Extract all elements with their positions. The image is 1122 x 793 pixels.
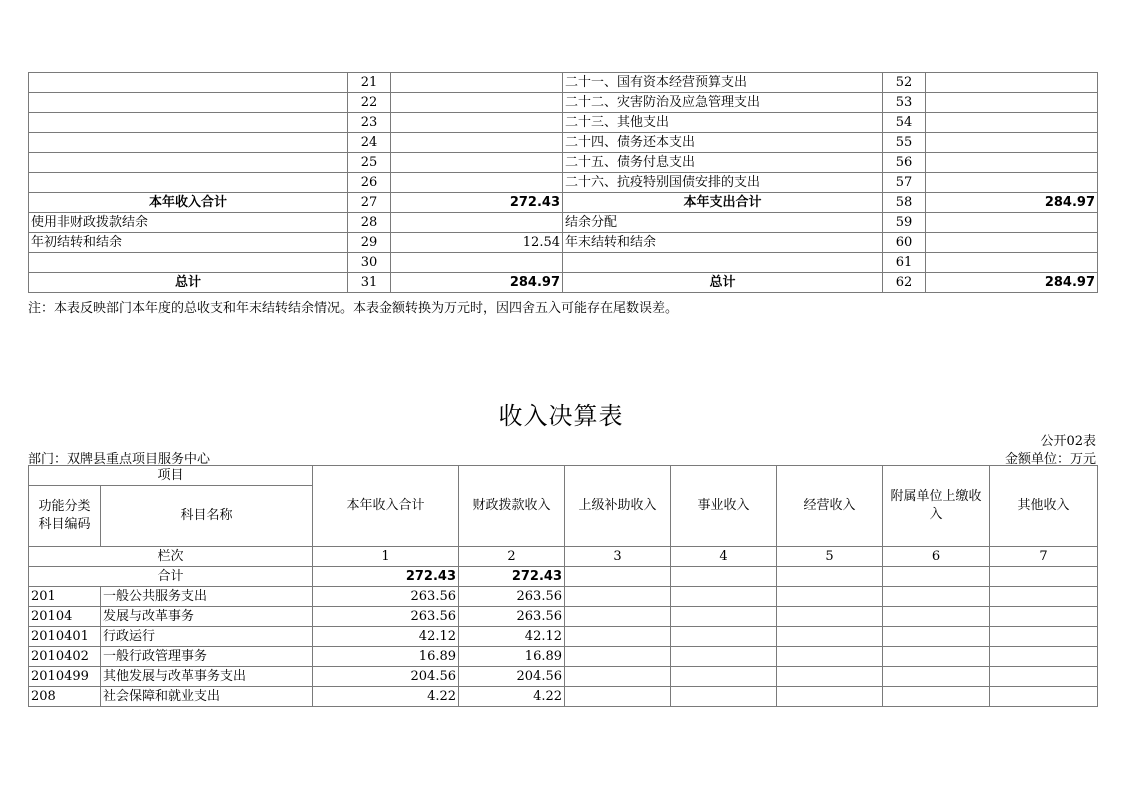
- expense-item-value: [926, 133, 1098, 153]
- amount-cell: [671, 687, 777, 707]
- total-value: [565, 567, 671, 587]
- col-num: 4: [671, 547, 777, 567]
- amount-cell: 263.56: [313, 587, 459, 607]
- income-table: [28, 465, 1098, 707]
- income-item-name: [29, 113, 348, 133]
- amount-cell: [671, 627, 777, 647]
- header-col-7: 其他收入: [990, 466, 1098, 547]
- col-num: 2: [459, 547, 565, 567]
- expense-item-value: [926, 173, 1098, 193]
- table-row: [29, 687, 1098, 707]
- summary-row: [29, 193, 1098, 213]
- amount-cell: [990, 647, 1098, 667]
- table-row: [29, 607, 1098, 627]
- total-value: [777, 567, 883, 587]
- subject-code: 2010401: [29, 627, 101, 647]
- income-item-number: 24: [348, 133, 391, 153]
- table-row: [29, 647, 1098, 667]
- amount-cell: [777, 627, 883, 647]
- income-item-number: 26: [348, 173, 391, 193]
- expense-item-value: [926, 213, 1098, 233]
- subject-code: 2010402: [29, 647, 101, 667]
- total-value: [990, 567, 1098, 587]
- income-item-name: [29, 253, 348, 273]
- income-item-value: [391, 93, 563, 113]
- subject-name: 行政运行: [101, 627, 313, 647]
- col-num: 6: [883, 547, 990, 567]
- expense-item-name: 二十六、抗疫特别国债安排的支出: [563, 173, 883, 193]
- header-col-label: 栏次: [29, 547, 313, 567]
- amount-cell: [565, 607, 671, 627]
- expense-item-number: 53: [883, 93, 926, 113]
- header-col-3: 上级补助收入: [565, 466, 671, 547]
- header-col-6: 附属单位上缴收入: [883, 466, 990, 547]
- summary-row: [29, 93, 1098, 113]
- page-title: 收入决算表: [498, 402, 624, 430]
- income-item-name: [29, 73, 348, 93]
- amount-cell: 204.56: [313, 667, 459, 687]
- amount-cell: [671, 647, 777, 667]
- income-item-number: 29: [348, 233, 391, 253]
- col-num: 1: [313, 547, 459, 567]
- total-value: [883, 567, 990, 587]
- expense-item-number: 59: [883, 213, 926, 233]
- expense-item-value: [926, 93, 1098, 113]
- expense-item-name: 二十四、债务还本支出: [563, 133, 883, 153]
- total-value: [671, 567, 777, 587]
- summary-row: [29, 153, 1098, 173]
- amount-cell: [883, 587, 990, 607]
- income-item-name: [29, 93, 348, 113]
- total-value: 272.43: [459, 567, 565, 587]
- expense-item-number: 62: [883, 273, 926, 293]
- expense-item-name: [563, 253, 883, 273]
- amount-cell: 4.22: [459, 687, 565, 707]
- income-item-value: [391, 253, 563, 273]
- amount-cell: [777, 587, 883, 607]
- income-item-number: 27: [348, 193, 391, 213]
- header-col-4: 事业收入: [671, 466, 777, 547]
- amount-cell: [990, 667, 1098, 687]
- income-item-value: [391, 133, 563, 153]
- col-num: 5: [777, 547, 883, 567]
- header-col-5: 经营收入: [777, 466, 883, 547]
- income-item-number: 31: [348, 273, 391, 293]
- unit-label: 金额单位：万元: [1004, 452, 1096, 467]
- income-item-name: 本年收入合计: [29, 193, 348, 213]
- amount-cell: [671, 587, 777, 607]
- income-item-name: 总计: [29, 273, 348, 293]
- expense-item-value: [926, 73, 1098, 93]
- table-row: [29, 627, 1098, 647]
- amount-cell: [777, 667, 883, 687]
- header-col-2: 财政拨款收入: [459, 466, 565, 547]
- income-item-name: [29, 133, 348, 153]
- amount-cell: 204.56: [459, 667, 565, 687]
- amount-cell: [777, 607, 883, 627]
- expense-item-number: 55: [883, 133, 926, 153]
- amount-cell: 16.89: [459, 647, 565, 667]
- expense-item-number: 61: [883, 253, 926, 273]
- table-row: [29, 587, 1098, 607]
- header-project: 项目: [29, 466, 313, 486]
- expense-item-name: 二十三、其他支出: [563, 113, 883, 133]
- expense-item-number: 56: [883, 153, 926, 173]
- amount-cell: [671, 667, 777, 687]
- income-item-value: [391, 173, 563, 193]
- expense-item-number: 52: [883, 73, 926, 93]
- summary-row: [29, 253, 1098, 273]
- expense-item-value: [926, 153, 1098, 173]
- expense-item-number: 60: [883, 233, 926, 253]
- income-item-number: 28: [348, 213, 391, 233]
- amount-cell: [883, 667, 990, 687]
- header-func-code: 功能分类科目编码: [29, 486, 101, 547]
- amount-cell: [777, 687, 883, 707]
- expense-item-name: 二十二、灾害防治及应急管理支出: [563, 93, 883, 113]
- amount-cell: 42.12: [313, 627, 459, 647]
- summary-note: 注：本表反映部门本年度的总收支和年末结转结余情况。本表金额转换为万元时，因四舍五入可能存在尾数误差。: [28, 301, 679, 316]
- subject-name: 社会保障和就业支出: [101, 687, 313, 707]
- table-code: 公开02表: [1040, 434, 1096, 449]
- col-num: 7: [990, 547, 1098, 567]
- expense-item-value: 284.97: [926, 193, 1098, 213]
- summary-row: [29, 233, 1098, 253]
- income-item-value: 284.97: [391, 273, 563, 293]
- amount-cell: [565, 667, 671, 687]
- income-item-number: 21: [348, 73, 391, 93]
- amount-cell: [883, 607, 990, 627]
- income-item-name: [29, 153, 348, 173]
- income-item-number: 23: [348, 113, 391, 133]
- income-item-number: 22: [348, 93, 391, 113]
- amount-cell: 42.12: [459, 627, 565, 647]
- income-item-value: 272.43: [391, 193, 563, 213]
- expense-item-value: 284.97: [926, 273, 1098, 293]
- total-value: 272.43: [313, 567, 459, 587]
- total-label: 合计: [29, 567, 313, 587]
- amount-cell: [990, 627, 1098, 647]
- table-row: [29, 667, 1098, 687]
- expense-item-value: [926, 113, 1098, 133]
- income-item-value: [391, 153, 563, 173]
- income-item-value: [391, 213, 563, 233]
- amount-cell: 263.56: [313, 607, 459, 627]
- expense-item-number: 54: [883, 113, 926, 133]
- amount-cell: [990, 587, 1098, 607]
- summary-row: [29, 213, 1098, 233]
- amount-cell: [883, 647, 990, 667]
- col-num: 3: [565, 547, 671, 567]
- summary-row: [29, 133, 1098, 153]
- expense-item-value: [926, 233, 1098, 253]
- expense-item-number: 58: [883, 193, 926, 213]
- header-subject-name: 科目名称: [101, 486, 313, 547]
- expense-item-name: 年末结转和结余: [563, 233, 883, 253]
- subject-code: 201: [29, 587, 101, 607]
- amount-cell: [565, 587, 671, 607]
- summary-table: [28, 72, 1098, 293]
- amount-cell: [565, 687, 671, 707]
- income-item-value: 12.54: [391, 233, 563, 253]
- subject-name: 一般公共服务支出: [101, 587, 313, 607]
- amount-cell: [990, 687, 1098, 707]
- expense-item-name: 结余分配: [563, 213, 883, 233]
- income-item-number: 30: [348, 253, 391, 273]
- income-item-name: [29, 173, 348, 193]
- expense-item-name: 二十五、债务付息支出: [563, 153, 883, 173]
- amount-cell: [671, 607, 777, 627]
- income-item-value: [391, 113, 563, 133]
- subject-name: 一般行政管理事务: [101, 647, 313, 667]
- amount-cell: [565, 627, 671, 647]
- expense-item-name: 总计: [563, 273, 883, 293]
- income-item-number: 25: [348, 153, 391, 173]
- amount-cell: [990, 607, 1098, 627]
- header-col-1: 本年收入合计: [313, 466, 459, 547]
- amount-cell: [883, 627, 990, 647]
- subject-code: 208: [29, 687, 101, 707]
- amount-cell: [883, 687, 990, 707]
- subject-name: 其他发展与改革事务支出: [101, 667, 313, 687]
- summary-row: [29, 273, 1098, 293]
- amount-cell: [777, 647, 883, 667]
- department-label: 部门：双牌县重点项目服务中心: [28, 452, 211, 467]
- income-item-name: 使用非财政拨款结余: [29, 213, 348, 233]
- summary-row: [29, 73, 1098, 93]
- amount-cell: [565, 647, 671, 667]
- amount-cell: 4.22: [313, 687, 459, 707]
- expense-item-name: 二十一、国有资本经营预算支出: [563, 73, 883, 93]
- subject-code: 2010499: [29, 667, 101, 687]
- expense-item-number: 57: [883, 173, 926, 193]
- amount-cell: 263.56: [459, 587, 565, 607]
- expense-item-name: 本年支出合计: [563, 193, 883, 213]
- amount-cell: 16.89: [313, 647, 459, 667]
- income-item-value: [391, 73, 563, 93]
- summary-row: [29, 173, 1098, 193]
- income-item-name: 年初结转和结余: [29, 233, 348, 253]
- subject-name: 发展与改革事务: [101, 607, 313, 627]
- amount-cell: 263.56: [459, 607, 565, 627]
- expense-item-value: [926, 253, 1098, 273]
- subject-code: 20104: [29, 607, 101, 627]
- summary-row: [29, 113, 1098, 133]
